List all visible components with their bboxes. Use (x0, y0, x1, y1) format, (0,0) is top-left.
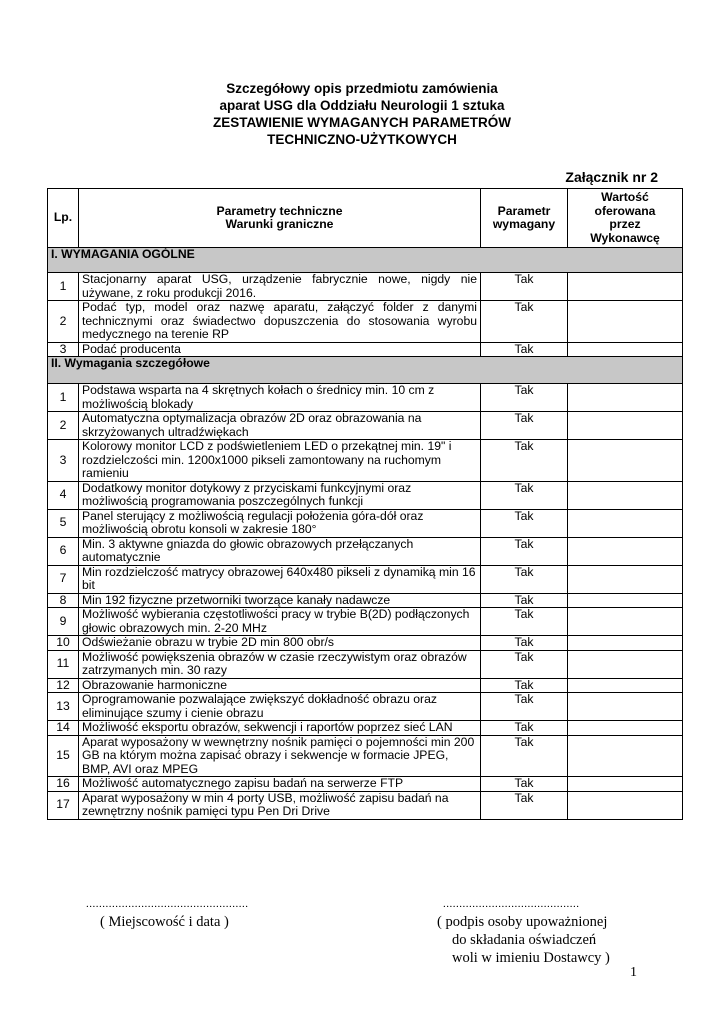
offered-value-cell (568, 509, 683, 537)
annex-label: Załącznik nr 2 (565, 169, 658, 185)
table-row (48, 608, 683, 636)
place-date-label: ( Miejscowość i data ) (100, 914, 229, 930)
title-line-2: aparat USG dla Oddziału Neurologii 1 sztuka (219, 98, 505, 113)
required-value: Tak (481, 777, 568, 792)
table-row (48, 791, 683, 819)
row-number: 10 (48, 636, 79, 651)
required-value: Tak (481, 301, 568, 343)
requirement-text: Min rozdzielczość matrycy obrazowej 640x480 pikseli z dynamiką min 16 bit (79, 565, 481, 593)
requirement-text: Min 192 fizyczne przetworniki tworzące kanały nadawcze (79, 593, 481, 608)
signature-label-3: woli w imieniu Dostawcy ) (452, 950, 610, 966)
section-general-label: I. WYMAGANIA OGÓLNE (48, 248, 683, 273)
requirement-text: Oprogramowanie pozwalające zwiększyć dokładność obrazu oraz eliminujące szumy i cienie obrazu (79, 693, 481, 721)
table-row (48, 565, 683, 593)
document-title (0, 80, 724, 148)
column-header-lp: Lp. (48, 189, 79, 248)
offered-value-cell (568, 608, 683, 636)
required-value: Tak (481, 342, 568, 357)
offered-value-cell (568, 273, 683, 301)
required-value: Tak (481, 481, 568, 509)
requirement-text: Aparat wyposażony w wewnętrzny nośnik pamięci o pojemności min 200 GB na którym można zapisać obrazy i sekwencje w formacie JPEG, BMP, AVI oraz MPEG (79, 735, 481, 777)
requirement-text: Podać producenta (79, 342, 481, 357)
page-number: 1 (630, 965, 637, 980)
row-number: 9 (48, 608, 79, 636)
requirement-text: Dodatkowy monitor dotykowy z przyciskami funkcyjnymi oraz możliwością programowania poszczególnych funkcji (79, 481, 481, 509)
requirement-text: Podstawa wsparta na 4 skrętnych kołach o średnicy min. 10 cm z możliwością blokady (79, 384, 481, 412)
requirement-text: Odświeżanie obrazu w trybie 2D min 800 obr/s (79, 636, 481, 651)
column-header-required: Parametr wymagany (481, 189, 568, 248)
row-number: 3 (48, 440, 79, 482)
place-date-block (86, 895, 249, 931)
required-value: Tak (481, 721, 568, 736)
required-value: Tak (481, 636, 568, 651)
row-number: 12 (48, 678, 79, 693)
title-line-1: Szczegółowy opis przedmiotu zamówienia (226, 81, 498, 96)
table-row (48, 721, 683, 736)
required-value: Tak (481, 693, 568, 721)
row-number: 16 (48, 777, 79, 792)
requirement-text: Min. 3 aktywne gniazda do głowic obrazowych przełączanych automatycznie (79, 537, 481, 565)
offered-value-cell (568, 636, 683, 651)
signature-dots: .......................................... (443, 898, 580, 910)
table-row (48, 481, 683, 509)
offered-value-cell (568, 537, 683, 565)
table-row (48, 301, 683, 343)
section-detailed-row (48, 357, 683, 384)
table-row (48, 412, 683, 440)
row-number: 3 (48, 342, 79, 357)
offered-value-cell (568, 693, 683, 721)
table-row (48, 273, 683, 301)
row-number: 2 (48, 301, 79, 343)
signature-label-2: do składania oświadczeń (452, 932, 597, 948)
requirement-text: Obrazowanie harmoniczne (79, 678, 481, 693)
table-row (48, 509, 683, 537)
required-value: Tak (481, 509, 568, 537)
section-detailed-label: II. Wymagania szczegółowe (48, 357, 683, 384)
required-value: Tak (481, 593, 568, 608)
required-value: Tak (481, 735, 568, 777)
requirement-text: Kolorowy monitor LCD z podświetleniem LED o przekątnej min. 19" i rozdzielczości min. 1200x1000 pikseli zamontowany na ruchomym ramieniu (79, 440, 481, 482)
offered-value-cell (568, 301, 683, 343)
requirement-text: Panel sterujący z możliwością regulacji położenia góra-dół oraz możliwością obrotu konsoli w zakresie 180° (79, 509, 481, 537)
required-value: Tak (481, 273, 568, 301)
required-value: Tak (481, 537, 568, 565)
signature-label-1: ( podpis osoby upoważnionej (437, 914, 608, 930)
table-row (48, 537, 683, 565)
requirement-text: Podać typ, model oraz nazwę aparatu, załączyć folder z danymi technicznymi oraz świadectwo dopuszczenia do stosowania wyrobu medycznego na terenie RP (79, 301, 481, 343)
row-number: 6 (48, 537, 79, 565)
column-header-parameters: Parametry techniczne Warunki graniczne (79, 189, 481, 248)
offered-value-cell (568, 440, 683, 482)
row-number: 7 (48, 565, 79, 593)
requirement-text: Możliwość wybierania częstotliwości pracy w trybie B(2D) podłączonych głowic obrazowych min. 2-20 MHz (79, 608, 481, 636)
required-value: Tak (481, 440, 568, 482)
requirement-text: Aparat wyposażony w min 4 porty USB, możliwość zapisu badań na zewnętrzny nośnik pamięci typu Pen Dri Drive (79, 791, 481, 819)
required-value: Tak (481, 565, 568, 593)
table-row (48, 342, 683, 357)
row-number: 2 (48, 412, 79, 440)
offered-value-cell (568, 678, 683, 693)
offered-value-cell (568, 593, 683, 608)
required-value: Tak (481, 678, 568, 693)
table-row (48, 678, 683, 693)
table-header-row (48, 189, 683, 248)
table-row (48, 693, 683, 721)
requirement-text: Możliwość automatycznego zapisu badań na serwerze FTP (79, 777, 481, 792)
place-date-dots: .................................................. (86, 898, 249, 910)
row-number: 1 (48, 273, 79, 301)
row-number: 11 (48, 650, 79, 678)
row-number: 8 (48, 593, 79, 608)
table-row (48, 384, 683, 412)
row-number: 13 (48, 693, 79, 721)
row-number: 14 (48, 721, 79, 736)
row-number: 5 (48, 509, 79, 537)
required-value: Tak (481, 412, 568, 440)
offered-value-cell (568, 791, 683, 819)
requirement-text: Stacjonarny aparat USG, urządzenie fabrycznie nowe, nigdy nie używane, z roku produkcji 2016. (79, 273, 481, 301)
column-header-offered: Wartość oferowana przez Wykonawcę (568, 189, 683, 248)
requirement-text: Możliwość eksportu obrazów, sekwencji i raportów poprzez sieć LAN (79, 721, 481, 736)
table-row (48, 593, 683, 608)
row-number: 1 (48, 384, 79, 412)
row-number: 4 (48, 481, 79, 509)
offered-value-cell (568, 384, 683, 412)
table-row (48, 735, 683, 777)
required-value: Tak (481, 608, 568, 636)
offered-value-cell (568, 777, 683, 792)
offered-value-cell (568, 650, 683, 678)
row-number: 17 (48, 791, 79, 819)
offered-value-cell (568, 721, 683, 736)
table-row (48, 777, 683, 792)
required-value: Tak (481, 791, 568, 819)
table-row (48, 440, 683, 482)
table-row (48, 636, 683, 651)
required-value: Tak (481, 650, 568, 678)
requirement-text: Automatyczna optymalizacja obrazów 2D oraz obrazowania na skrzyżowanych ultradźwiękach (79, 412, 481, 440)
requirement-text: Możliwość powiększenia obrazów w czasie rzeczywistym oraz obrazów zatrzymanych min. 30 razy (79, 650, 481, 678)
offered-value-cell (568, 412, 683, 440)
offered-value-cell (568, 735, 683, 777)
specification-table (47, 188, 683, 820)
offered-value-cell (568, 342, 683, 357)
section-general-row (48, 248, 683, 273)
title-line-4: TECHNICZNO-UŻYTKOWYCH (267, 132, 457, 147)
offered-value-cell (568, 481, 683, 509)
row-number: 15 (48, 735, 79, 777)
required-value: Tak (481, 384, 568, 412)
signature-block (437, 895, 610, 967)
title-line-3: ZESTAWIENIE WYMAGANYCH PARAMETRÓW (213, 115, 511, 130)
table-row (48, 650, 683, 678)
offered-value-cell (568, 565, 683, 593)
